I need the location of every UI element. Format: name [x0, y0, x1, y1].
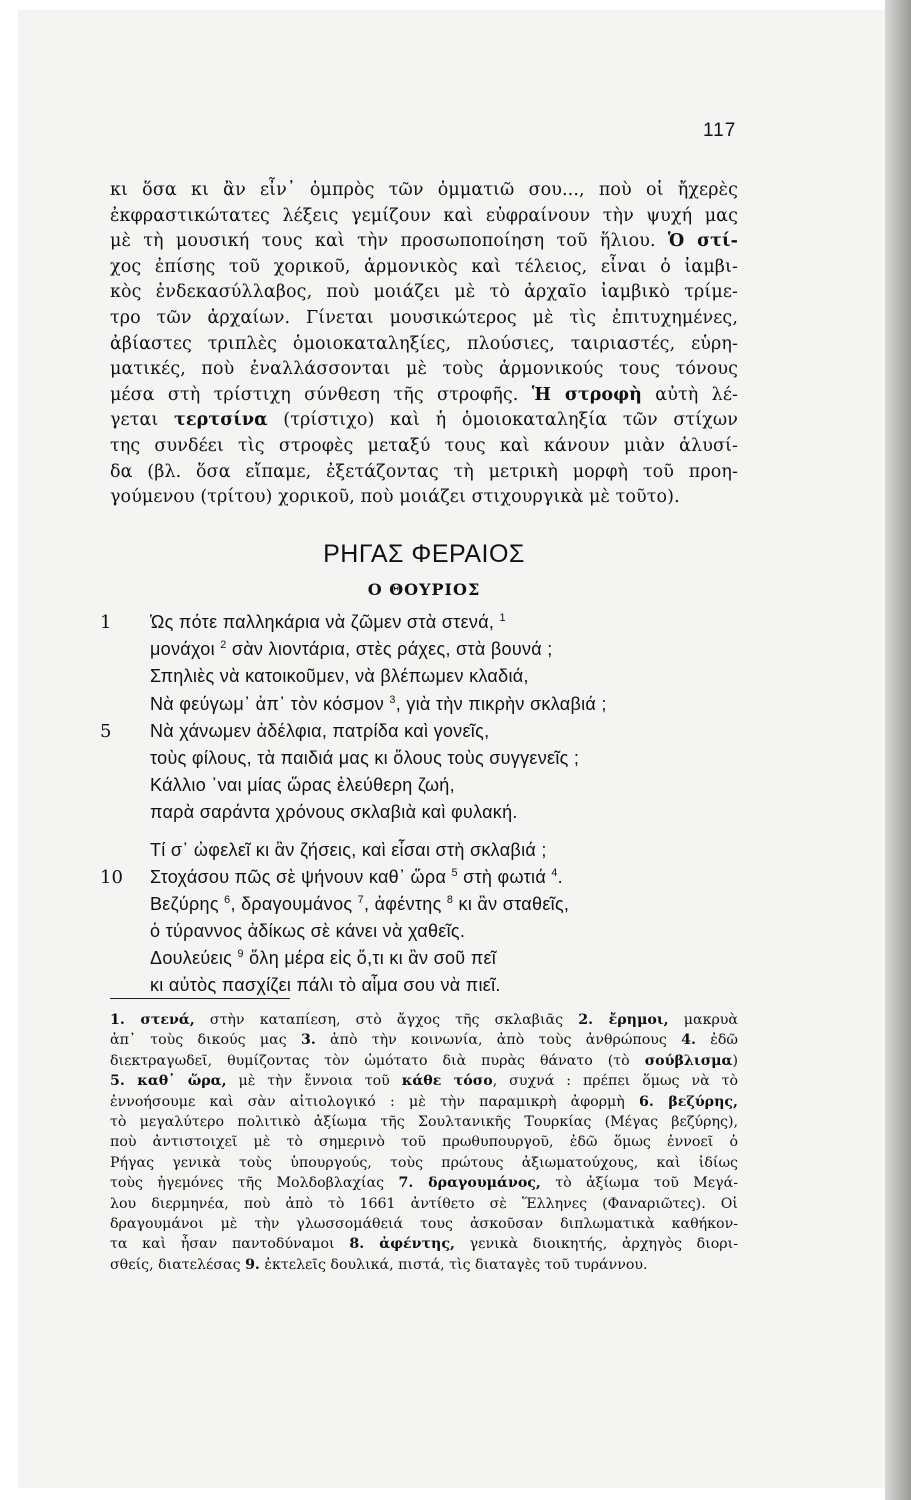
footnote-line: [110, 1051, 738, 1071]
footnote-divider: [110, 998, 290, 999]
footnote-text: ἐκτελεῖς δουλικά, πιστά, τὶς διαταγὲς τοῦ τυράννου.: [259, 1256, 648, 1273]
footnote-text: τὸ ἀξίωμα τοῦ Μεγά-: [540, 1175, 738, 1192]
verse-line: [100, 894, 740, 921]
footnote-line: [110, 1030, 738, 1050]
footnote-text: ἀπ᾽ τοὺς δικούς μας: [110, 1032, 301, 1049]
footnote-line: [110, 1153, 738, 1173]
prose-line: ματικές, ποὺ ἐναλλάσσονται μὲ τοὺς ἁρμονικούς τους τόνους: [110, 359, 738, 380]
prose-line: δα (βλ. ὅσα εἴπαμε, ἐξετάζοντας τὴ μετρικὴ μορφὴ τοῦ προη-: [110, 461, 738, 482]
footnote-text: στὴν καταπίεση, στὸ ἄγχος τῆς σκλαβιᾶς: [194, 1012, 579, 1028]
footnote-text: τα καὶ ἦσαν παντοδύναμοι: [110, 1236, 350, 1253]
verse-number: 1: [100, 612, 112, 633]
footnote-term: 8. ἀφέντης,: [349, 1236, 455, 1253]
prose-line: κὸς ἐνδεκασύλλαβος, ποὺ μοιάζει μὲ τὸ ἀρχαῖο ἰαμβικὸ τρίμε-: [110, 282, 738, 303]
prose-line: [110, 383, 738, 409]
commentary-prose: [110, 178, 738, 511]
footnote-text: Ρήγας γενικὰ τοὺς ὑπουργούς, τοὺς πρώτους ἀξιωματούχους, καὶ ἰδίως: [110, 1154, 738, 1171]
page-number: 117: [703, 120, 737, 141]
verse-line: [100, 948, 740, 975]
verse-text: Κάλλιο ᾽ναι μίας ὥρας ἐλεύθερη ζωή,: [150, 775, 455, 796]
prose-text: αὐτὴ λέ-: [641, 384, 738, 405]
footnote-line: [110, 1112, 738, 1132]
section-title: ΡΗΓΑΣ ΦΕΡΑΙΟΣ: [323, 540, 525, 568]
footnote-text: τὸ μεγαλύτερο πολιτικὸ ἀξίωμα τῆς Σουλτανικῆς Τουρκίας (Μέγας βεζύρης),: [110, 1114, 738, 1131]
footnote-line: [110, 1071, 738, 1091]
prose-line: ἐκφραστικώτατες λέξεις γεμίζουν καὶ εὐφραίνουν τὴν ψυχή μας: [110, 205, 738, 226]
footnote-term: 4.: [681, 1032, 696, 1049]
footnote-text: ἀπὸ τὴν κοινωνία, ἀπὸ τοὺς ἀνθρώπους: [315, 1032, 682, 1049]
bold-term-tertsina: τερτσίνα: [174, 410, 268, 431]
footnote-line: [110, 1234, 738, 1254]
footnote-text: διεκτραγωδεῖ, θυμίζοντας τὸν ὠμότατο διὰ πυρὰς θάνατο (τὸ: [110, 1052, 645, 1069]
footnotes: [110, 1010, 738, 1275]
footnote-text: μὲ τὴν ἔννοια τοῦ: [226, 1073, 402, 1090]
footnote-line: [110, 1132, 738, 1152]
prose-text: μὲ τὴ μουσική τους καὶ τὴν προσωποποίηση τοῦ ἥλιου.: [110, 231, 668, 252]
footnote-line: [110, 1092, 738, 1112]
prose-text: γεται: [110, 410, 175, 431]
verse-text: Σπηλιὲς νὰ κατοικοῦμεν, νὰ βλέπωμεν κλαδιά,: [150, 666, 529, 687]
footnote-term: 7. δραγουμάνος,: [398, 1175, 541, 1192]
footnote-term: 3.: [300, 1032, 316, 1049]
footnote-term: 6. βεζύρης,: [638, 1093, 738, 1110]
footnote-text: λου διερμηνέα, ποὺ ἀπὸ τὸ 1661 ἀντίθετο σὲ Ἕλληνες (Φαναριῶτες). Οἱ: [110, 1195, 738, 1212]
verse-text: Στοχάσου πῶς σὲ ψήνουν καθ᾽ ὥρα $^5$ στὴ φωτιά $^4$.: [150, 866, 563, 887]
prose-line: τρο τῶν ἀρχαίων. Γίνεται μουσικώτερος μὲ τὶς ἐπιτυχημένες,: [110, 307, 738, 328]
footnote-term: 2. ἔρημοι,: [578, 1012, 669, 1028]
footnote-text: μακρυὰ: [668, 1012, 738, 1028]
footnote-text: τοὺς ἡγεμόνες τῆς Μολδοβλαχίας: [110, 1175, 399, 1192]
prose-line: ἀβίαστες τριπλὲς ὁμοιοκαταληξίες, πλούσιες, ταιριαστές, εὑρη-: [110, 333, 738, 354]
footnote-text: , συχνά : πρέπει ὅμως νὰ τὸ: [492, 1073, 738, 1090]
verse-text: Ὡς πότε παλληκάρια νὰ ζῶμεν στὰ στενά, $^1$: [150, 612, 506, 632]
verse-line: [100, 721, 740, 748]
bold-term-strofi: Ἡ στροφὴ: [531, 384, 642, 405]
verse-line: [100, 840, 740, 867]
poem: [100, 612, 740, 1003]
footnote-text: ): [732, 1052, 738, 1069]
verse-line: [100, 612, 740, 639]
verse-line: [100, 867, 740, 894]
verse-text: τοὺς φίλους, τὰ παιδιά μας κι ὅλους τοὺς συγγενεῖς ;: [150, 747, 580, 768]
footnote-line: [110, 1194, 738, 1214]
footnote-term: 5. καθ᾽ ὥρα,: [110, 1073, 227, 1090]
bold-term-stichos: Ὁ στί-: [667, 231, 738, 252]
verse-text: μονάχοι $^2$ σὰν λιοντάρια, στὲς ράχες, στὰ βουνά ;: [150, 639, 553, 660]
verse-number: 5: [100, 720, 112, 742]
footnote-text: σθείς, διατελέσας: [110, 1256, 246, 1273]
footnote-term: σούβλισμα: [644, 1052, 733, 1069]
prose-line: χος ἐπίσης τοῦ χορικοῦ, ἁρμονικὸς καὶ τέλειος, εἶναι ὁ ἰαμβι-: [110, 256, 738, 277]
verse-text: Νὰ φεύγωμ᾽ ἀπ᾽ τὸν κόσμον $^3$, γιὰ τὴν πικρὴν σκλαβιά ;: [150, 693, 607, 714]
verse-text: παρὰ σαράντα χρόνους σκλαβιὰ καὶ φυλακή.: [150, 802, 518, 823]
footnote-line: [110, 1214, 738, 1234]
verse-line: [100, 694, 740, 721]
prose-line: της συνδέει τὶς στροφὲς μεταξύ τους καὶ κάνουν μιὰν ἁλυσί-: [110, 435, 738, 456]
footnote-term: 9.: [245, 1256, 260, 1273]
book-spine-shadow: [885, 0, 911, 1500]
footnote-line: [110, 1255, 738, 1275]
verse-text: Νὰ χάνωμεν ἀδέλφια, πατρίδα καὶ γονεῖς,: [150, 720, 490, 741]
prose-text: μέσα στὴ τρίστιχη σύνθεση τῆς στροφῆς.: [110, 384, 532, 405]
verse-line: [100, 921, 740, 948]
poem-title: Ο ΘΟΥΡΙΟΣ: [367, 580, 481, 599]
footnote-text: γενικὰ διοικητής, ἀρχηγὸς διορι-: [454, 1236, 738, 1253]
verse-line: [100, 802, 740, 829]
prose-line: γούμενου (τρίτου) χορικοῦ, ποὺ μοιάζει στιχουργικὰ μὲ τοῦτο).: [110, 487, 680, 508]
prose-text: (τρίστιχο) καὶ ἡ ὁμοιοκαταληξία τῶν στίχων: [267, 410, 738, 431]
footnote-line: [110, 1010, 738, 1030]
verse-line: [100, 666, 740, 693]
prose-line: [110, 408, 738, 434]
prose-line: [110, 229, 738, 255]
verse-line: [100, 775, 740, 802]
verse-number: 10: [100, 866, 123, 888]
footnote-line: [110, 1173, 738, 1193]
verse-text: Βεζύρης $^6$, δραγουμάνος $^7$, ἀφέντης $^8$ κι ἂν σταθεῖς,: [150, 893, 570, 914]
verse-text: κι αὐτὸς πασχίζει πάλι τὸ αἷμα σου νὰ πιεῖ.: [150, 975, 501, 996]
verse-text: Δουλεύεις $^9$ ὅλη μέρα εἰς ὅ,τι κι ἂν σοῦ πεῖ: [150, 948, 497, 969]
footnote-text: ποὺ ἀντιστοιχεῖ μὲ τὸ σημερινὸ τοῦ πρωθυπουργοῦ, ἐδῶ ὅμως ἐννοεῖ ὁ: [110, 1134, 738, 1151]
prose-line: κι ὅσα κι ἂν εἶν᾽ ὀμπρὸς τῶν ὀμματιῶ σου..., ποὺ οἱ ἤχερὲς: [110, 180, 738, 200]
footnote-text: δραγουμάνοι μὲ τὴν γλωσσομάθειά τους ἀσκοῦσαν διπλωματικὰ καθήκον-: [110, 1216, 738, 1233]
verse-line: [100, 639, 740, 666]
footnote-text: ἐδῶ: [695, 1032, 738, 1049]
footnote-text: ἐννοήσουμε καὶ σὰν αἰτιολογικό : μὲ τὴν παραμικρὴ ἀφορμὴ: [110, 1093, 639, 1110]
verse-line: [100, 748, 740, 775]
footnote-term: κάθε τόσο: [401, 1073, 493, 1090]
verse-text: Τί σ᾽ ὠφελεῖ κι ἂν ζήσεις, καὶ εἶσαι στὴ σκλαβιά ;: [150, 839, 547, 860]
footnote-term: 1. στενά,: [110, 1012, 195, 1028]
verse-text: ὁ τύραννος ἀδίκως σὲ κάνει νὰ χαθεῖς.: [150, 921, 466, 942]
